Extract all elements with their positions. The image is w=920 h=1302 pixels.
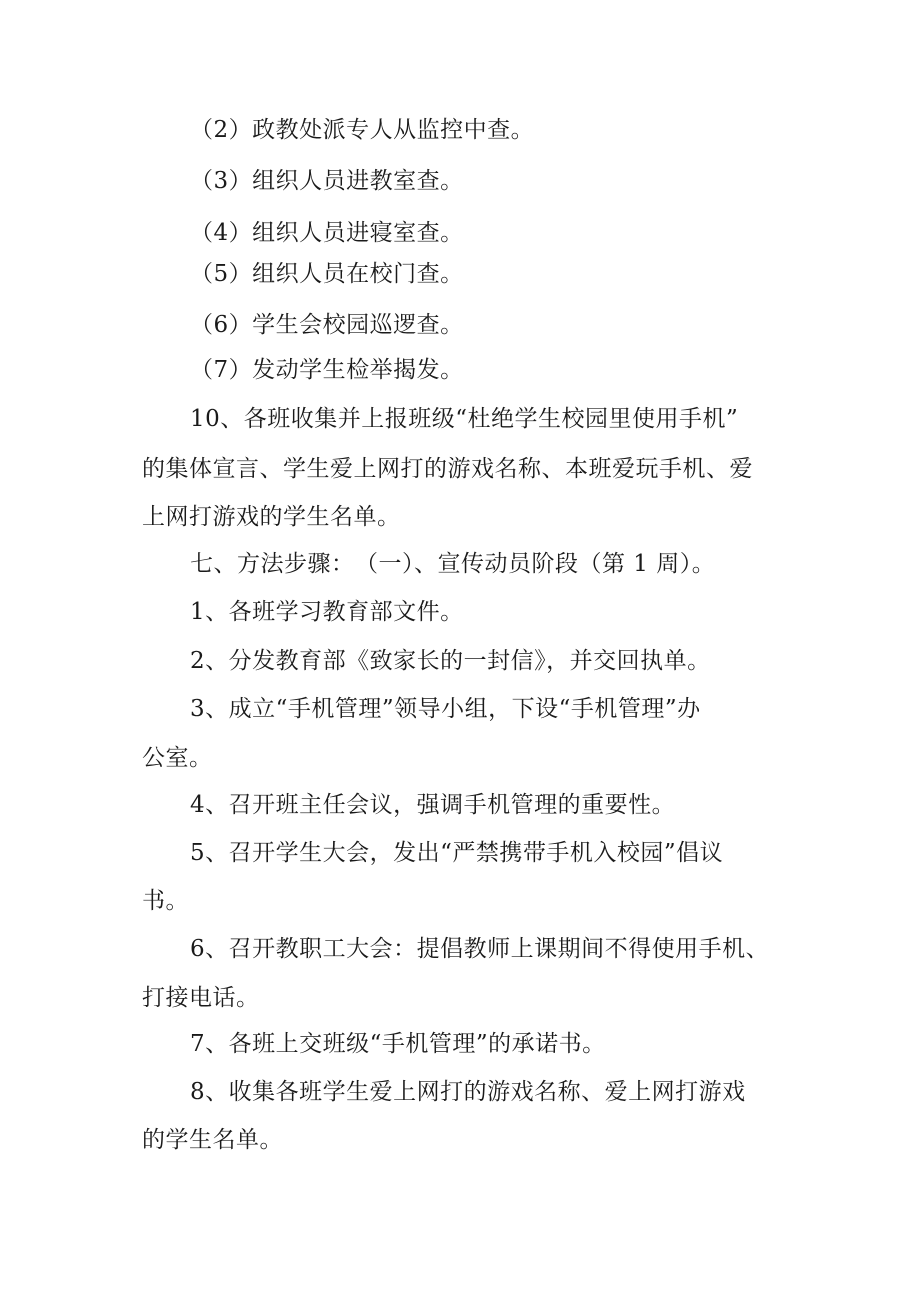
text-line: 的学生名单。	[142, 1127, 283, 1153]
text-line: 2、分发教育部《致家长的一封信》，并交回执单。	[190, 648, 711, 674]
text-line: （3）组织人员进教室查。	[190, 168, 464, 194]
text-line: 打接电话。	[142, 985, 260, 1011]
text-line: 上网打游戏的学生名单。	[142, 504, 401, 530]
text-line: （2）政教处派专人从监控中查。	[190, 117, 535, 143]
text-line: 的集体宣言、学生爱上网打的游戏名称、本班爱玩手机、爱	[142, 456, 753, 482]
text-line: 5、召开学生大会，发出“严禁携带手机入校园”倡议	[190, 840, 724, 866]
text-line: （5）组织人员在校门查。	[190, 261, 464, 287]
text-line: 6、召开教职工大会：提倡教师上课期间不得使用手机、	[190, 936, 770, 962]
text-line: （7）发动学生检举揭发。	[190, 357, 464, 383]
text-line: 书。	[142, 888, 189, 914]
text-line: （6）学生会校园巡逻查。	[190, 312, 464, 338]
text-line: 七、方法步骤： （一）、宣传动员阶段（第 1 周）。	[190, 551, 716, 577]
text-line: 公室。	[142, 745, 213, 771]
text-line: 4、召开班主任会议，强调手机管理的重要性。	[190, 792, 676, 818]
text-line: 3、成立“手机管理”领导小组，下设“手机管理”办	[190, 696, 701, 722]
text-line: 1、各班学习教育部文件。	[190, 599, 464, 625]
text-line: 7、各班上交班级“手机管理”的承诺书。	[190, 1031, 606, 1057]
text-line: （4）组织人员进寝室查。	[190, 220, 464, 246]
text-line: 8、收集各班学生爱上网打的游戏名称、爱上网打游戏	[190, 1079, 746, 1105]
text-line: 10、各班收集并上报班级“杜绝学生校园里使用手机”	[190, 406, 739, 432]
